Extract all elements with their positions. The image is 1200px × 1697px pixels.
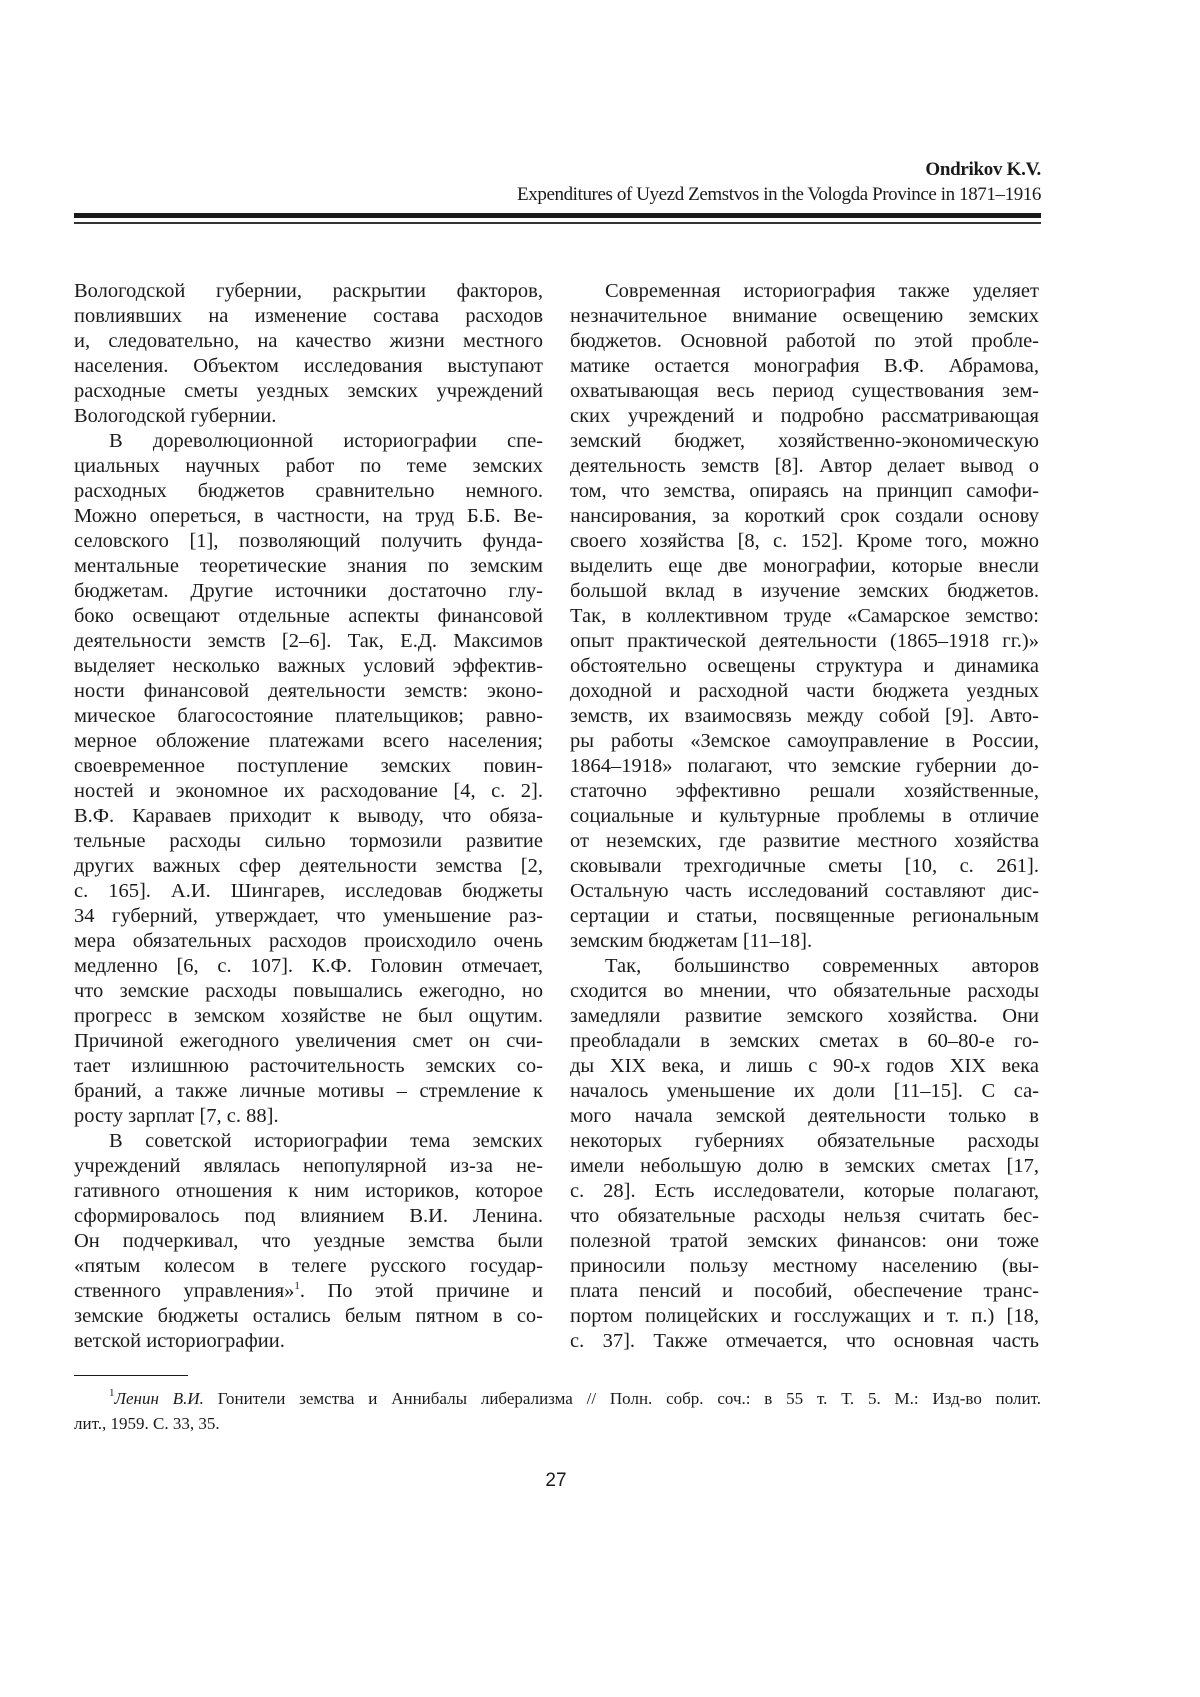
line-text: учреждений являлась непопулярной из-за не- (74, 1155, 543, 1177)
text-line (74, 504, 543, 529)
line-text: Современная историография также уделяет (605, 280, 1039, 302)
text-line (570, 504, 1039, 529)
footnote-text: Гонители земства и Аннибалы либерализма // Полн. собр. соч.: в 55 т. Т. 5. М.: Изд-во полит. (204, 1389, 1041, 1408)
line-text: опыт практической деятельности (1865–1918 гг.)» (570, 630, 1039, 652)
line-text: ры работы «Земское самоуправление в России, (570, 730, 1039, 752)
line-text: приносили пользу местному населению (вы- (570, 1255, 1039, 1277)
text-line (74, 1179, 543, 1204)
text-line (74, 654, 543, 679)
text-line (74, 1154, 543, 1179)
text-line (570, 704, 1039, 729)
running-head-title: Expenditures of Uyezd Zemstvos in the Vologda Province in 1871–1916 (517, 182, 1041, 208)
line-text: матике остается монография В.Ф. Абрамова, (570, 355, 1039, 377)
text-line (74, 979, 543, 1004)
line-text: «пятым колесом в телеге русского государ- (74, 1255, 543, 1277)
text-line (74, 454, 543, 479)
line-text: доходной и расходной части бюджета уездных (570, 680, 1039, 702)
text-line (74, 1054, 543, 1079)
header-rule-thin (74, 222, 1041, 224)
text-line (74, 1129, 543, 1154)
line-text: обстоятельно освещены структура и динамика (570, 655, 1039, 677)
line-text: земские бюджеты остались белым пятном в со- (74, 1305, 543, 1327)
line-text: мерное обложение платежами всего населения; (74, 730, 543, 752)
line-text: ских учреждений и подробно рассматривающая (570, 405, 1039, 427)
line-text: Вологодской губернии. (74, 405, 276, 427)
text-line (74, 604, 543, 629)
line-text: ственного управления» (74, 1280, 294, 1302)
text-line (570, 654, 1039, 679)
line-text: Причиной ежегодного увеличения смет он счи- (74, 1030, 543, 1052)
text-line (570, 929, 1039, 954)
line-text: сковывали трехгодичные сметы [10, с. 261]. (570, 855, 1039, 877)
line-text: мера обязательных расходов происходило очень (74, 930, 543, 952)
text-line (570, 1054, 1039, 1079)
line-text: что земские расходы повышались ежегодно, но (74, 980, 543, 1002)
line-text: Так, большинство современных авторов (605, 955, 1039, 977)
line-text: медленно [6, с. 107]. К.Ф. Головин отмечает, (74, 955, 543, 977)
text-line (570, 354, 1039, 379)
text-line (570, 954, 1039, 979)
text-line (74, 479, 543, 504)
running-head-author: Ondrikov K.V. (517, 158, 1041, 182)
line-text: других важных сфер деятельности земства [2, (74, 855, 543, 877)
footnote-author: Ленин В.И. (115, 1389, 204, 1408)
text-line (74, 829, 543, 854)
line-text: охватывающая весь период существования зем- (570, 380, 1039, 402)
line-text: сформировалось под влиянием В.И. Ленина. (74, 1205, 543, 1227)
text-line (570, 779, 1039, 804)
text-line (74, 854, 543, 879)
text-line (74, 629, 543, 654)
line-text: замедляли развитие земского хозяйства. Они (570, 1005, 1039, 1027)
text-line (570, 629, 1039, 654)
text-line (570, 554, 1039, 579)
line-text: селовского [1], позволяющий получить фунда- (74, 530, 543, 552)
text-line (570, 479, 1039, 504)
text-line (74, 279, 543, 304)
line-text: плата пенсий и пособий, обеспечение транс- (570, 1280, 1039, 1302)
line-text: Вологодской губернии, раскрытии факторов, (74, 280, 543, 302)
line-text: своего хозяйства [8, с. 152]. Кроме того, можно (570, 530, 1039, 552)
text-line (74, 1329, 543, 1354)
line-text: В.Ф. Караваев приходит к выводу, что обяза- (74, 805, 543, 827)
text-line (74, 1204, 543, 1229)
footnote-reference: 1 (294, 1280, 300, 1292)
line-text: 34 губерний, утверждает, что уменьшение раз- (74, 905, 543, 927)
text-line (570, 1029, 1039, 1054)
line-text: с. 28]. Есть исследователи, которые полагают, (570, 1180, 1039, 1202)
text-line (570, 679, 1039, 704)
text-line (570, 579, 1039, 604)
line-text: В советской историографии тема земских (109, 1130, 543, 1152)
line-text: выделить еще две монографии, которые внесли (570, 555, 1039, 577)
line-text: повлиявших на изменение состава расходов (74, 305, 543, 327)
line-text: . По этой причине и (300, 1280, 543, 1302)
text-line (570, 604, 1039, 629)
text-line (74, 904, 543, 929)
line-text: земский бюджет, хозяйственно-экономическую (570, 430, 1039, 452)
text-line (570, 1329, 1039, 1354)
line-text: ментальные теоретические знания по земским (74, 555, 543, 577)
line-text: с. 165]. А.И. Шингарев, исследовав бюджеты (74, 880, 543, 902)
text-line (570, 1079, 1039, 1104)
line-text: боко освещают отдельные аспекты финансовой (74, 605, 543, 627)
text-line (570, 879, 1039, 904)
line-text: ностей и экономное их расходование [4, с. 2]. (74, 780, 543, 802)
line-text: сертации и статьи, посвященные региональным (570, 905, 1039, 927)
text-line (570, 1254, 1039, 1279)
text-line (74, 379, 543, 404)
text-line (74, 704, 543, 729)
line-text: Остальную часть исследований составляют дис- (570, 880, 1039, 902)
text-line (74, 1104, 543, 1129)
right-column (570, 279, 1039, 1354)
text-line (74, 1229, 543, 1254)
footnote-line (74, 1386, 1041, 1411)
text-line (74, 1279, 543, 1304)
line-text: земским бюджетам [11–18]. (570, 930, 812, 952)
line-text: портом полицейских и госслужащих и т. п.) [18, (570, 1305, 1039, 1327)
line-text: преобладали в земских сметах в 60–80-е го- (570, 1030, 1039, 1052)
text-line (74, 729, 543, 754)
line-text: Так, в коллективном труде «Самарское земство: (570, 605, 1039, 627)
text-line (74, 929, 543, 954)
line-text: циальных научных работ по теме земских (74, 455, 543, 477)
text-line (570, 1204, 1039, 1229)
line-text: том, что земства, опираясь на принцип самофи- (570, 480, 1039, 502)
text-line (570, 404, 1039, 429)
line-text: своевременное поступление земских повин- (74, 755, 543, 777)
text-line (570, 829, 1039, 854)
text-line (570, 904, 1039, 929)
text-line (74, 579, 543, 604)
text-line (74, 879, 543, 904)
line-text: статочно эффективно решали хозяйственные, (570, 780, 1039, 802)
text-line (74, 554, 543, 579)
line-text: от неземских, где развитие местного хозяйства (570, 830, 1039, 852)
footnote-line: лит., 1959. С. 33, 35. (74, 1411, 1041, 1436)
line-text: земств, их взаимосвязь между собой [9]. Авто- (570, 705, 1039, 727)
footnote-separator (74, 1375, 188, 1376)
line-text: браний, а также личные мотивы – стремление к (74, 1080, 543, 1102)
text-line (74, 429, 543, 454)
line-text: В дореволюционной историографии спе- (109, 430, 543, 452)
line-text: и, следовательно, на качество жизни местного (74, 330, 543, 352)
text-line (570, 729, 1039, 754)
text-line (74, 1004, 543, 1029)
line-text: 1864–1918» полагают, что земские губернии до- (570, 755, 1039, 777)
line-text: Можно опереться, в частности, на труд Б.Б. Ве- (74, 505, 543, 527)
left-column (74, 279, 543, 1354)
text-line (74, 679, 543, 704)
text-line (74, 754, 543, 779)
text-line (74, 529, 543, 554)
text-line (570, 304, 1039, 329)
line-text: гативного отношения к ним историков, которое (74, 1180, 543, 1202)
line-text: деятельности земств [2–6]. Так, Е.Д. Максимов (74, 630, 543, 652)
text-line (74, 304, 543, 329)
line-text: бюджетам. Другие источники достаточно глу- (74, 580, 543, 602)
text-line (74, 329, 543, 354)
line-text: имели небольшую долю в земских сметах [17, (570, 1155, 1039, 1177)
line-text: с. 37]. Также отмечается, что основная часть (570, 1330, 1039, 1352)
text-line (570, 804, 1039, 829)
line-text: выделяет несколько важных условий эффектив- (74, 655, 543, 677)
line-text: что обязательные расходы нельзя считать бес- (570, 1205, 1039, 1227)
text-line (74, 1304, 543, 1329)
header-rule-thick (74, 213, 1041, 218)
text-line (570, 454, 1039, 479)
text-line (570, 979, 1039, 1004)
line-text: началось уменьшение их доли [11–15]. С са- (570, 1080, 1039, 1102)
line-text: деятельность земств [8]. Автор делает вывод о (570, 455, 1039, 477)
text-line (570, 1179, 1039, 1204)
line-text: большой вклад в изучение земских бюджетов. (570, 580, 1039, 602)
line-text: незначительное внимание освещению земских (570, 305, 1039, 327)
line-text: росту зарплат [7, с. 88]. (74, 1105, 279, 1127)
page-number: 27 (0, 1470, 1112, 1492)
line-text: мого начала земской деятельности только в (570, 1105, 1039, 1127)
line-text: тельные расходы сильно тормозили развитие (74, 830, 543, 852)
line-text: ды XIX века, и лишь с 90-х годов XIX века (570, 1055, 1039, 1077)
line-text: полезной тратой земских финансов: они тоже (570, 1230, 1039, 1252)
text-line (570, 1229, 1039, 1254)
text-line (74, 404, 543, 429)
line-text: ветской историографии. (74, 1330, 285, 1352)
text-line (570, 529, 1039, 554)
line-text: населения. Объектом исследования выступают (74, 355, 543, 377)
line-text: тает излишнюю расточительность земских со- (74, 1055, 543, 1077)
text-line (74, 1079, 543, 1104)
text-line (570, 1154, 1039, 1179)
footnote-marker: 1 (109, 1387, 115, 1399)
line-text: расходные сметы уездных земских учреждений (74, 380, 543, 402)
line-text: ности финансовой деятельности земств: эконо- (74, 680, 543, 702)
text-line (570, 429, 1039, 454)
text-line (570, 1004, 1039, 1029)
running-head (517, 158, 1041, 208)
text-line (74, 954, 543, 979)
line-text: нансирования, за короткий срок создали основу (570, 505, 1039, 527)
line-text: расходных бюджетов сравнительно немного. (74, 480, 543, 502)
text-line (570, 1104, 1039, 1129)
text-line (570, 329, 1039, 354)
text-line (74, 804, 543, 829)
text-line (74, 1254, 543, 1279)
footnote (74, 1386, 1041, 1436)
line-text: мическое благосостояние плательщиков; равно- (74, 705, 543, 727)
line-text: социальные и культурные проблемы в отличие (570, 805, 1039, 827)
text-line (570, 379, 1039, 404)
text-line (570, 1304, 1039, 1329)
line-text: бюджетов. Основной работой по этой пробле- (570, 330, 1039, 352)
text-line (74, 1029, 543, 1054)
text-line (570, 1279, 1039, 1304)
text-line (570, 279, 1039, 304)
text-line (570, 854, 1039, 879)
line-text: Он подчеркивал, что уездные земства были (74, 1230, 543, 1252)
text-line (570, 1129, 1039, 1154)
line-text: прогресс в земском хозяйстве не был ощутим. (74, 1005, 543, 1027)
text-line (74, 779, 543, 804)
line-text: сходится во мнении, что обязательные расходы (570, 980, 1039, 1002)
text-line (74, 354, 543, 379)
line-text: некоторых губерниях обязательные расходы (570, 1130, 1039, 1152)
text-line (570, 754, 1039, 779)
